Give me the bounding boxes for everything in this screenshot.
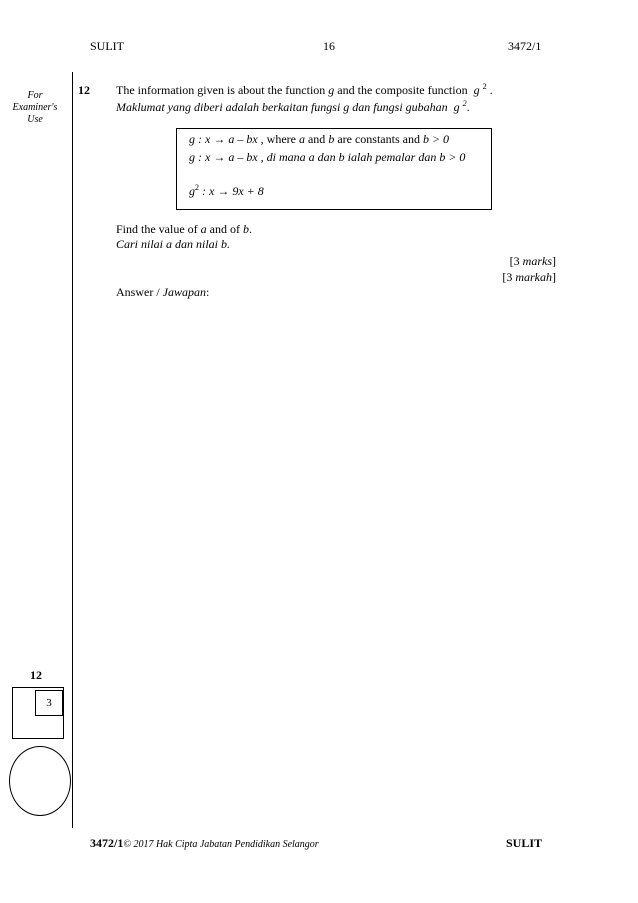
task-malay: Cari nilai a dan nilai b. <box>116 237 231 251</box>
examiner-label-line2: Examiner's <box>12 102 58 113</box>
intro-ms-text: Maklumat yang diberi adalah berkaitan fungsi g dan fungsi gubahan <box>116 100 451 114</box>
examiner-use-label <box>6 90 64 126</box>
box-line1-constants: are constants and <box>334 132 423 146</box>
intro-en-before: The information given is about the function <box>116 83 329 97</box>
answer-ms: Jawapan <box>162 285 207 299</box>
intro-en-after: and the composite function <box>334 83 471 97</box>
task-english <box>116 221 252 237</box>
marks-ms-open: [3 <box>502 270 516 284</box>
task-en-a: a <box>200 222 207 236</box>
box-line1-condition: b > 0 <box>422 132 450 146</box>
intro-ms-sup: 2 <box>462 99 467 108</box>
marks-ms-word: markah <box>515 270 552 284</box>
examiner-label-line3: Use <box>27 114 43 125</box>
margin-divider <box>72 72 73 828</box>
score-circle[interactable] <box>9 746 71 816</box>
marks-en-open: [3 <box>509 254 523 268</box>
intro-ms-end: . <box>466 100 470 114</box>
task-en-b: b <box>242 222 249 236</box>
answer-label <box>116 284 209 300</box>
intro-en-sup: 2 <box>482 82 487 91</box>
box-line1-where: , where <box>257 132 299 146</box>
task-en-pre: Find the value of <box>116 222 201 236</box>
footer-right: SULIT <box>506 836 543 850</box>
max-score-box: 3 <box>35 690 63 716</box>
examiner-label-line1: For <box>27 90 43 101</box>
marks-en-close: ] <box>552 254 556 268</box>
box-line-2: g : x → a – bx , di mana a dan b ialah pemalar dan b > 0 <box>189 150 466 164</box>
intro-english <box>116 82 493 98</box>
box-line-3 <box>189 184 264 199</box>
box-line3-g: g <box>189 184 195 198</box>
task-en-end: . <box>248 222 252 236</box>
header-left: SULIT <box>90 39 124 53</box>
intro-en-end: . <box>489 83 493 97</box>
question-number: 12 <box>78 83 90 97</box>
answer-area[interactable] <box>116 305 556 815</box>
marks-en-word: marks <box>522 254 552 268</box>
box-line1-a: a <box>298 132 305 146</box>
question-total-label: 12 <box>30 668 42 682</box>
task-en-mid: and of <box>206 222 243 236</box>
intro-ms-g2: g <box>453 100 460 114</box>
box-line3-rest: : x → 9x + 8 <box>199 184 264 198</box>
header-right: 3472/1 <box>508 39 542 53</box>
box-line1-math: g : x → a – bx <box>189 132 258 146</box>
box-line-1 <box>189 132 449 147</box>
page-number: 16 <box>323 39 335 53</box>
intro-malay <box>116 99 470 115</box>
box-line3-sup: 2 <box>195 183 199 192</box>
answer-colon: : <box>206 285 210 299</box>
footer-left <box>90 836 319 851</box>
function-info-box <box>176 128 492 210</box>
marks-ms-close: ] <box>552 270 556 284</box>
intro-en-g: g <box>328 83 335 97</box>
box-line1-and: and <box>304 132 329 146</box>
marks-english <box>510 253 556 269</box>
marks-malay <box>502 269 556 285</box>
intro-en-g2: g <box>473 83 480 97</box>
box-line1-b: b <box>328 132 335 146</box>
footer-code: 3472/1 <box>90 836 124 850</box>
footer-copyright: © 2017 Hak Cipta Jabatan Pendidikan Selangor <box>123 839 319 850</box>
answer-en: Answer / <box>116 285 163 299</box>
